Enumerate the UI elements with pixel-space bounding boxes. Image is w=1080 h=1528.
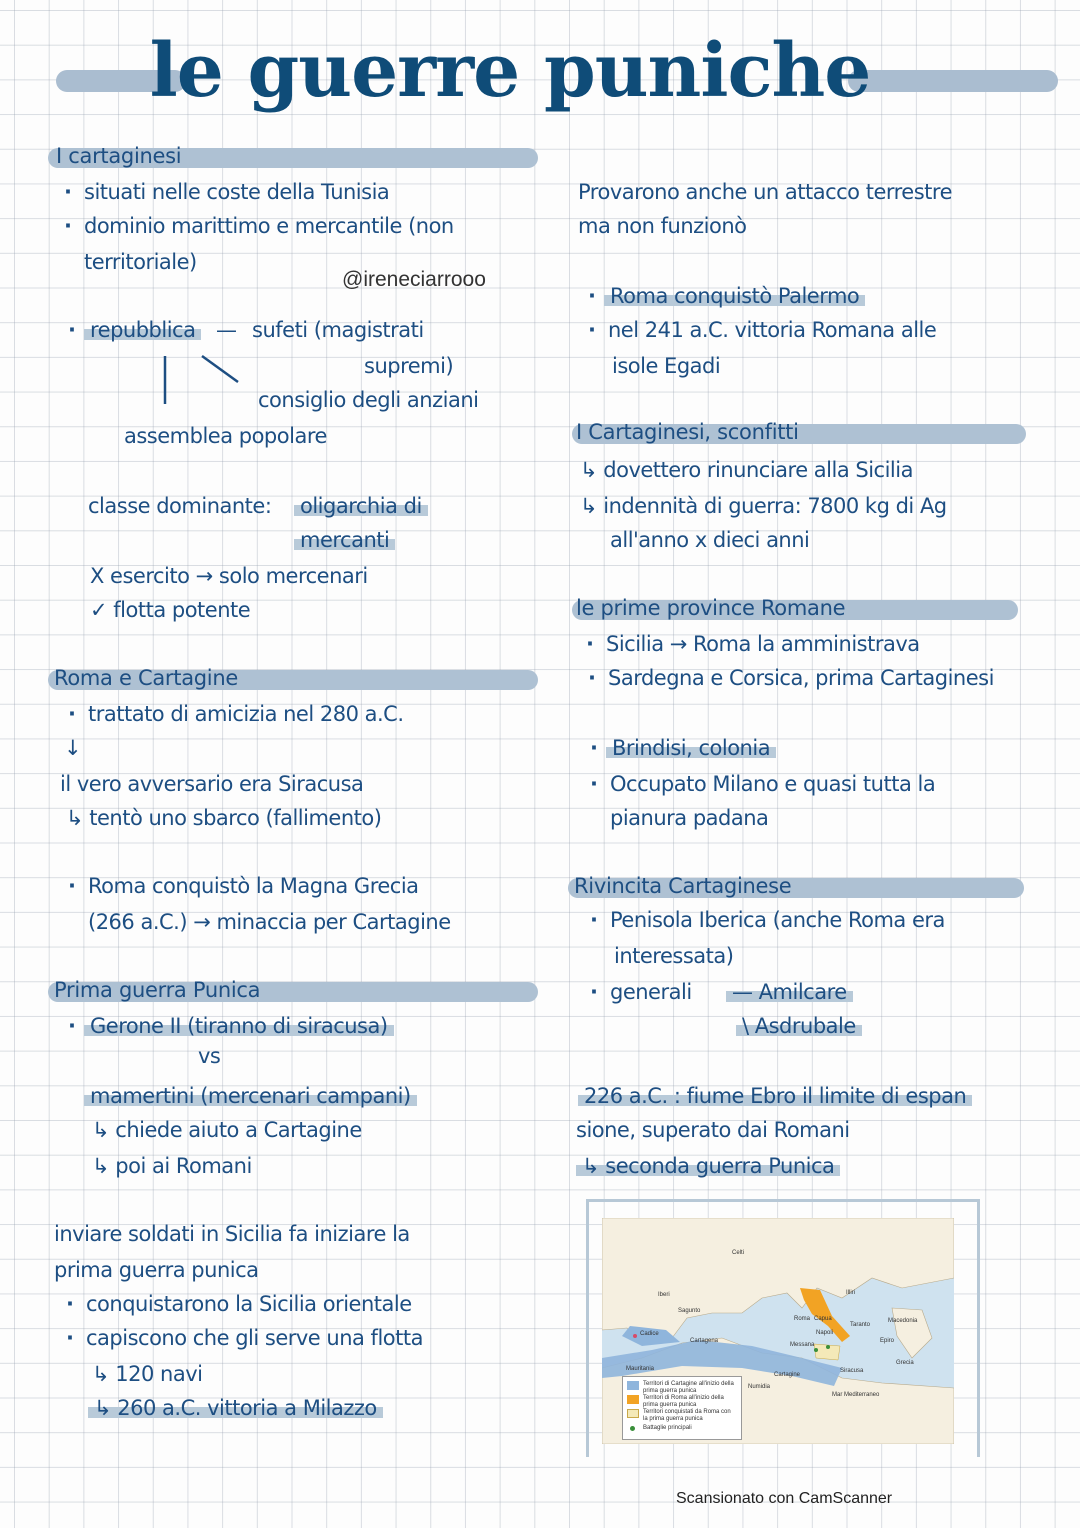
note-milazzo bbox=[92, 1396, 383, 1420]
note-line: ↳ tentò uno sbarco (fallimento) bbox=[66, 806, 382, 830]
note-line: ma non funzionò bbox=[578, 214, 747, 238]
note-classe-val bbox=[298, 494, 428, 518]
note-line: · situati nelle coste della Tunisia bbox=[84, 180, 389, 204]
battle-marker bbox=[633, 1334, 637, 1338]
note-line: interessata) bbox=[614, 944, 734, 968]
highlight-ebro: 226 a.C. : fiume Ebro il limite di espan bbox=[578, 1084, 972, 1108]
map-label: Celti bbox=[732, 1250, 745, 1256]
map-label: Messana bbox=[790, 1342, 815, 1348]
section-header-sconfitti: I Cartaginesi, sconfitti bbox=[576, 420, 799, 444]
highlight-asdrubale: \ Asdrubale bbox=[736, 1014, 862, 1038]
battle-marker bbox=[826, 1345, 830, 1349]
highlight-mercanti: mercanti bbox=[294, 528, 395, 552]
note-line: Provarono anche un attacco terrestre bbox=[578, 180, 952, 204]
map-label: Cartagine bbox=[774, 1372, 801, 1378]
map-label: Cartagena bbox=[690, 1338, 719, 1344]
note-line: (266 a.C.) → minaccia per Cartagine bbox=[88, 910, 451, 934]
branch-lines bbox=[150, 352, 250, 412]
page-title: le guerre puniche bbox=[149, 28, 871, 114]
note-supremi: supremi) bbox=[364, 354, 454, 378]
map-label: Capua bbox=[814, 1316, 832, 1322]
highlight-oligarchia: oligarchia di bbox=[294, 494, 428, 518]
highlight-amilcare: — Amilcare bbox=[726, 980, 853, 1004]
note-line: · Penisola Iberica (anche Roma era bbox=[610, 908, 945, 932]
note-line: · conquistarono la Sicilia orientale bbox=[86, 1292, 412, 1316]
note-line: ↳ poi ai Romani bbox=[92, 1154, 252, 1178]
section-header-prima-guerra: Prima guerra Punica bbox=[54, 978, 261, 1002]
map-label: Mar Mediterraneo bbox=[832, 1392, 880, 1398]
arrow-down-icon: ↓ bbox=[64, 736, 82, 760]
note-mamertini bbox=[88, 1084, 417, 1108]
map-label: Roma bbox=[794, 1316, 811, 1322]
note-palermo bbox=[608, 284, 865, 308]
map-label: Taranto bbox=[850, 1322, 871, 1328]
note-generali: · generali bbox=[610, 980, 692, 1004]
note-gerone bbox=[88, 1014, 394, 1038]
note-brindisi bbox=[610, 736, 776, 760]
legend-swatch-carthage bbox=[627, 1381, 639, 1390]
author-handle: @ireneciarrooo bbox=[342, 268, 486, 291]
note-line: ↳ dovettero rinunciare alla Sicilia bbox=[580, 458, 913, 482]
legend-label: Territori di Cartagine all'inizio della prima guerra punica bbox=[643, 1381, 734, 1394]
note-line: territoriale) bbox=[84, 250, 197, 274]
highlight-repubblica: repubblica bbox=[84, 318, 201, 342]
section-header-roma-cartagine: Roma e Cartagine bbox=[54, 666, 238, 690]
note-classe-val2 bbox=[298, 528, 395, 552]
note-line: ↳ chiede aiuto a Cartagine bbox=[92, 1118, 362, 1142]
section-header-rivincita: Rivincita Cartaginese bbox=[574, 874, 792, 898]
map-label: Macedonia bbox=[888, 1318, 918, 1324]
land-greece bbox=[892, 1308, 932, 1358]
note-vs: vs bbox=[198, 1044, 221, 1068]
mediterranean-map bbox=[602, 1218, 954, 1444]
section-header-cartaginesi: I cartaginesi bbox=[56, 144, 182, 168]
legend-swatch-rome bbox=[627, 1395, 639, 1404]
legend-label: Territori conquistati da Roma con la prima guerra punica bbox=[643, 1409, 731, 1422]
note-line: ↳ 120 navi bbox=[92, 1362, 203, 1386]
map-legend bbox=[622, 1376, 742, 1440]
note-line: · Sardegna e Corsica, prima Cartaginesi bbox=[608, 666, 994, 690]
note-esercito: X esercito → solo mercenari bbox=[90, 564, 368, 588]
note-flotta: ✓ flotta potente bbox=[90, 598, 251, 622]
note-classe-label: classe dominante: bbox=[88, 494, 272, 518]
note-line: ↳ indennità di guerra: 7800 kg di Ag bbox=[580, 494, 947, 518]
highlight-palermo: Roma conquistò Palermo bbox=[604, 284, 865, 308]
map-label: Epiro bbox=[880, 1338, 895, 1344]
note-line: prima guerra punica bbox=[54, 1258, 259, 1282]
map-label: Mauritania bbox=[626, 1366, 655, 1372]
map-label: Illiri bbox=[846, 1290, 855, 1296]
note-dash: — bbox=[216, 318, 237, 342]
map-label: Grecia bbox=[896, 1360, 914, 1366]
map-label: Sagunto bbox=[678, 1308, 701, 1314]
note-line: · nel 241 a.C. vittoria Romana alle bbox=[608, 318, 936, 342]
highlight-milazzo: ↳ 260 a.C. vittoria a Milazzo bbox=[88, 1396, 383, 1420]
map-label: Cadice bbox=[640, 1331, 659, 1337]
legend-label: Battaglie principali bbox=[643, 1425, 692, 1431]
note-assemblea: assemblea popolare bbox=[124, 424, 327, 448]
map-label: Siracusa bbox=[840, 1368, 864, 1374]
highlight-brindisi: Brindisi, colonia bbox=[606, 736, 776, 760]
note-line: all'anno x dieci anni bbox=[610, 528, 810, 552]
map-label: Iberi bbox=[658, 1292, 670, 1298]
note-line: sione, superato dai Romani bbox=[576, 1118, 850, 1142]
note-line: il vero avversario era Siracusa bbox=[60, 772, 364, 796]
legend-label: Territori di Roma all'inizio della prima guerra punica bbox=[643, 1395, 724, 1408]
note-line: inviare soldati in Sicilia fa iniziare la bbox=[54, 1222, 410, 1246]
note-amilcare bbox=[730, 980, 853, 1004]
note-line: · Sicilia → Roma la amministrava bbox=[606, 632, 920, 656]
map-label: Numidia bbox=[748, 1384, 771, 1390]
highlight-gerone: Gerone II (tiranno di siracusa) bbox=[84, 1014, 394, 1038]
note-line: · trattato di amicizia nel 280 a.C. bbox=[88, 702, 404, 726]
note-ebro bbox=[582, 1084, 972, 1108]
scanner-footer: Scansionato con CamScanner bbox=[676, 1490, 893, 1507]
note-line: · capiscono che gli serve una flotta bbox=[86, 1326, 423, 1350]
note-line: pianura padana bbox=[610, 806, 769, 830]
highlight-seconda-guerra: ↳ seconda guerra Punica bbox=[576, 1154, 840, 1178]
highlight-mamertini: mamertini (mercenari campani) bbox=[84, 1084, 417, 1108]
note-line: · Occupato Milano e quasi tutta la bbox=[610, 772, 935, 796]
note-line: · Roma conquistò la Magna Grecia bbox=[88, 874, 419, 898]
note-seconda-guerra bbox=[580, 1154, 840, 1178]
battle-marker bbox=[814, 1348, 818, 1352]
section-header-province: le prime province Romane bbox=[576, 596, 846, 620]
map-label: Napoli bbox=[816, 1330, 834, 1336]
note-repubblica bbox=[88, 318, 201, 342]
legend-swatch-conquered bbox=[627, 1409, 639, 1418]
note-asdrubale bbox=[740, 1014, 862, 1038]
note-line: isole Egadi bbox=[612, 354, 721, 378]
note-sufeti: sufeti (magistrati bbox=[252, 318, 424, 342]
note-line: · dominio marittimo e mercantile (non bbox=[84, 214, 454, 238]
note-consiglio: consiglio degli anziani bbox=[258, 388, 479, 412]
legend-marker-battle bbox=[630, 1426, 635, 1431]
